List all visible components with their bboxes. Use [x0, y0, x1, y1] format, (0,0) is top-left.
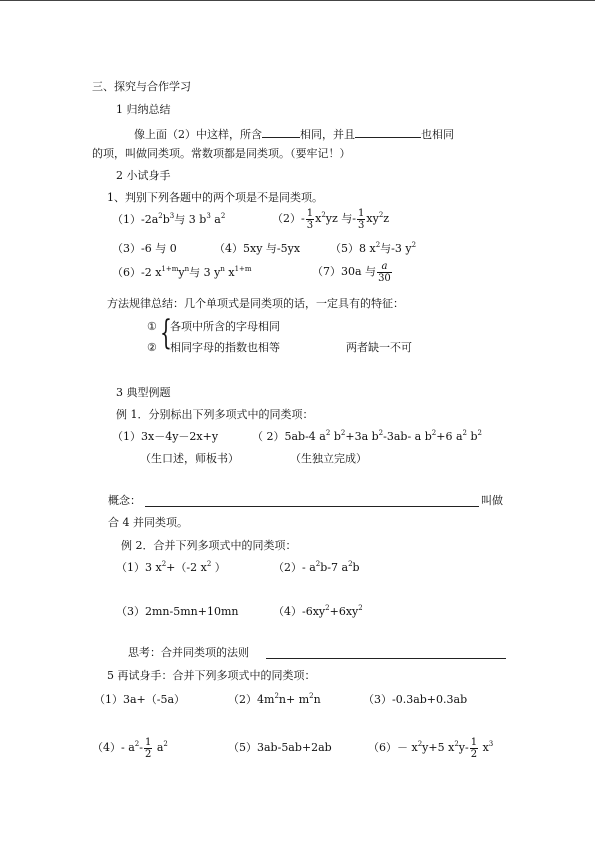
item-3: （3）-6 与 0 [112, 242, 177, 255]
both-required-note: 两者缺一不可 [346, 341, 412, 354]
retry-item-5: （5）3ab-5ab+2ab [228, 741, 332, 754]
retry-item-3: （3）-0.3ab+0.3ab [363, 693, 468, 706]
definition-line-1: 像上面（2）中这样，所含 相同，并且 也相同 [134, 128, 454, 141]
retry-item-4: （4）- $a^2-$ $\frac{1}{2}$ $a^2$ [92, 736, 168, 760]
feature-2-marker: ② [147, 341, 157, 354]
subsection-retry: 5 再试身手：合并下列多项式中的同类项： [107, 669, 316, 682]
method-summary: 方法规律总结：几个单项式是同类项的话，一定具有的特征： [107, 297, 404, 310]
definition-line-2: 的项，叫做同类项。常数项都是同类项。（要牢记！） [92, 147, 351, 160]
item-5: （5）8 $x^2$与-3 $y^2$ [330, 241, 417, 255]
example-2-title: 例 2．合并下列多项式中的同类项： [121, 539, 297, 552]
fraction: $\frac{1}{2}$ [144, 736, 152, 760]
example-2-part-2: （2）- $a^2b-7$ $a^2b$ [273, 560, 360, 574]
item-1: $(1)-2a^2b^3$与 3 $b^3$ $a^2$ [112, 212, 226, 226]
think-prompt: 思考：合并同类项的法则 [128, 646, 249, 659]
feature-1-marker: ① [147, 320, 157, 333]
concept-label: 概念： [108, 494, 141, 507]
fraction: $\frac{a}{30}$ [378, 260, 391, 284]
item-6: （6）-2 $x^{1+m}y^n$与 3 $y^n$ $x^{1+m}$ [112, 265, 252, 279]
think-blank [266, 658, 506, 659]
concept-line-2: 合 4 并同类项。 [108, 516, 188, 529]
feature-2: 相同字母的指数也相等 [170, 341, 280, 354]
example-1-title: 例 1．分别标出下列多项式中的同类项： [116, 408, 314, 421]
fraction: $\frac{1}{3}$ [306, 207, 314, 231]
example-2-part-1: （1）3 $x^2+(-2$ $x^2$ ） [116, 560, 226, 574]
section-heading: 三、探究与合作学习 [92, 80, 191, 93]
feature-1: 各项中所含的字母相同 [170, 320, 280, 333]
concept-end: 叫做 [481, 494, 503, 507]
example-1-part-1: （1）3x－4y－2x+y [112, 430, 219, 443]
subsection-examples: 3 典型例题 [116, 386, 171, 399]
example-2-part-3: （3）2mn-5mn+10mn [116, 605, 239, 618]
brace-icon: { [160, 313, 172, 353]
subsection-summary: 1 归纳总结 [116, 103, 171, 116]
retry-item-6: $(6)- x^2y+5$ $x^2y-$ $\frac{1}{2}$ $x^3$ [368, 736, 494, 760]
concept-blank [145, 506, 479, 507]
item-4: （4）5xy 与-5yx [214, 242, 301, 255]
retry-item-2: $(2)4m^2n+ m^2n$ [228, 692, 321, 706]
note-oral: （生口述，师板书） [140, 452, 239, 465]
retry-item-1: （1）3a+（-5a） [94, 693, 186, 706]
question-1: 1、判别下列各题中的两个项是不是同类项。 [107, 191, 323, 204]
fraction: $\frac{1}{3}$ [358, 207, 365, 231]
example-1-part-2: （ 2）5ab-4 $a^2$ $b^2+3a$ $b^2-3ab-$ a $b^2+6$ $a^2$ $b^2$ [252, 429, 482, 443]
note-independent: （生独立完成） [290, 452, 367, 465]
item-7: （7）30a 与 $\frac{a}{30}$ [312, 260, 391, 284]
example-2-part-4: $(4)-6xy^2+6xy^2$ [273, 604, 363, 618]
fraction: $\frac{1}{2}$ [470, 736, 478, 760]
page-top-border [0, 0, 595, 1]
item-2: （2）- $\frac{1}{3}$ $x^2yz$ 与- $\frac{1}{3}$ $xy^2z$ [272, 207, 390, 231]
subsection-practice: 2 小试身手 [116, 169, 171, 182]
